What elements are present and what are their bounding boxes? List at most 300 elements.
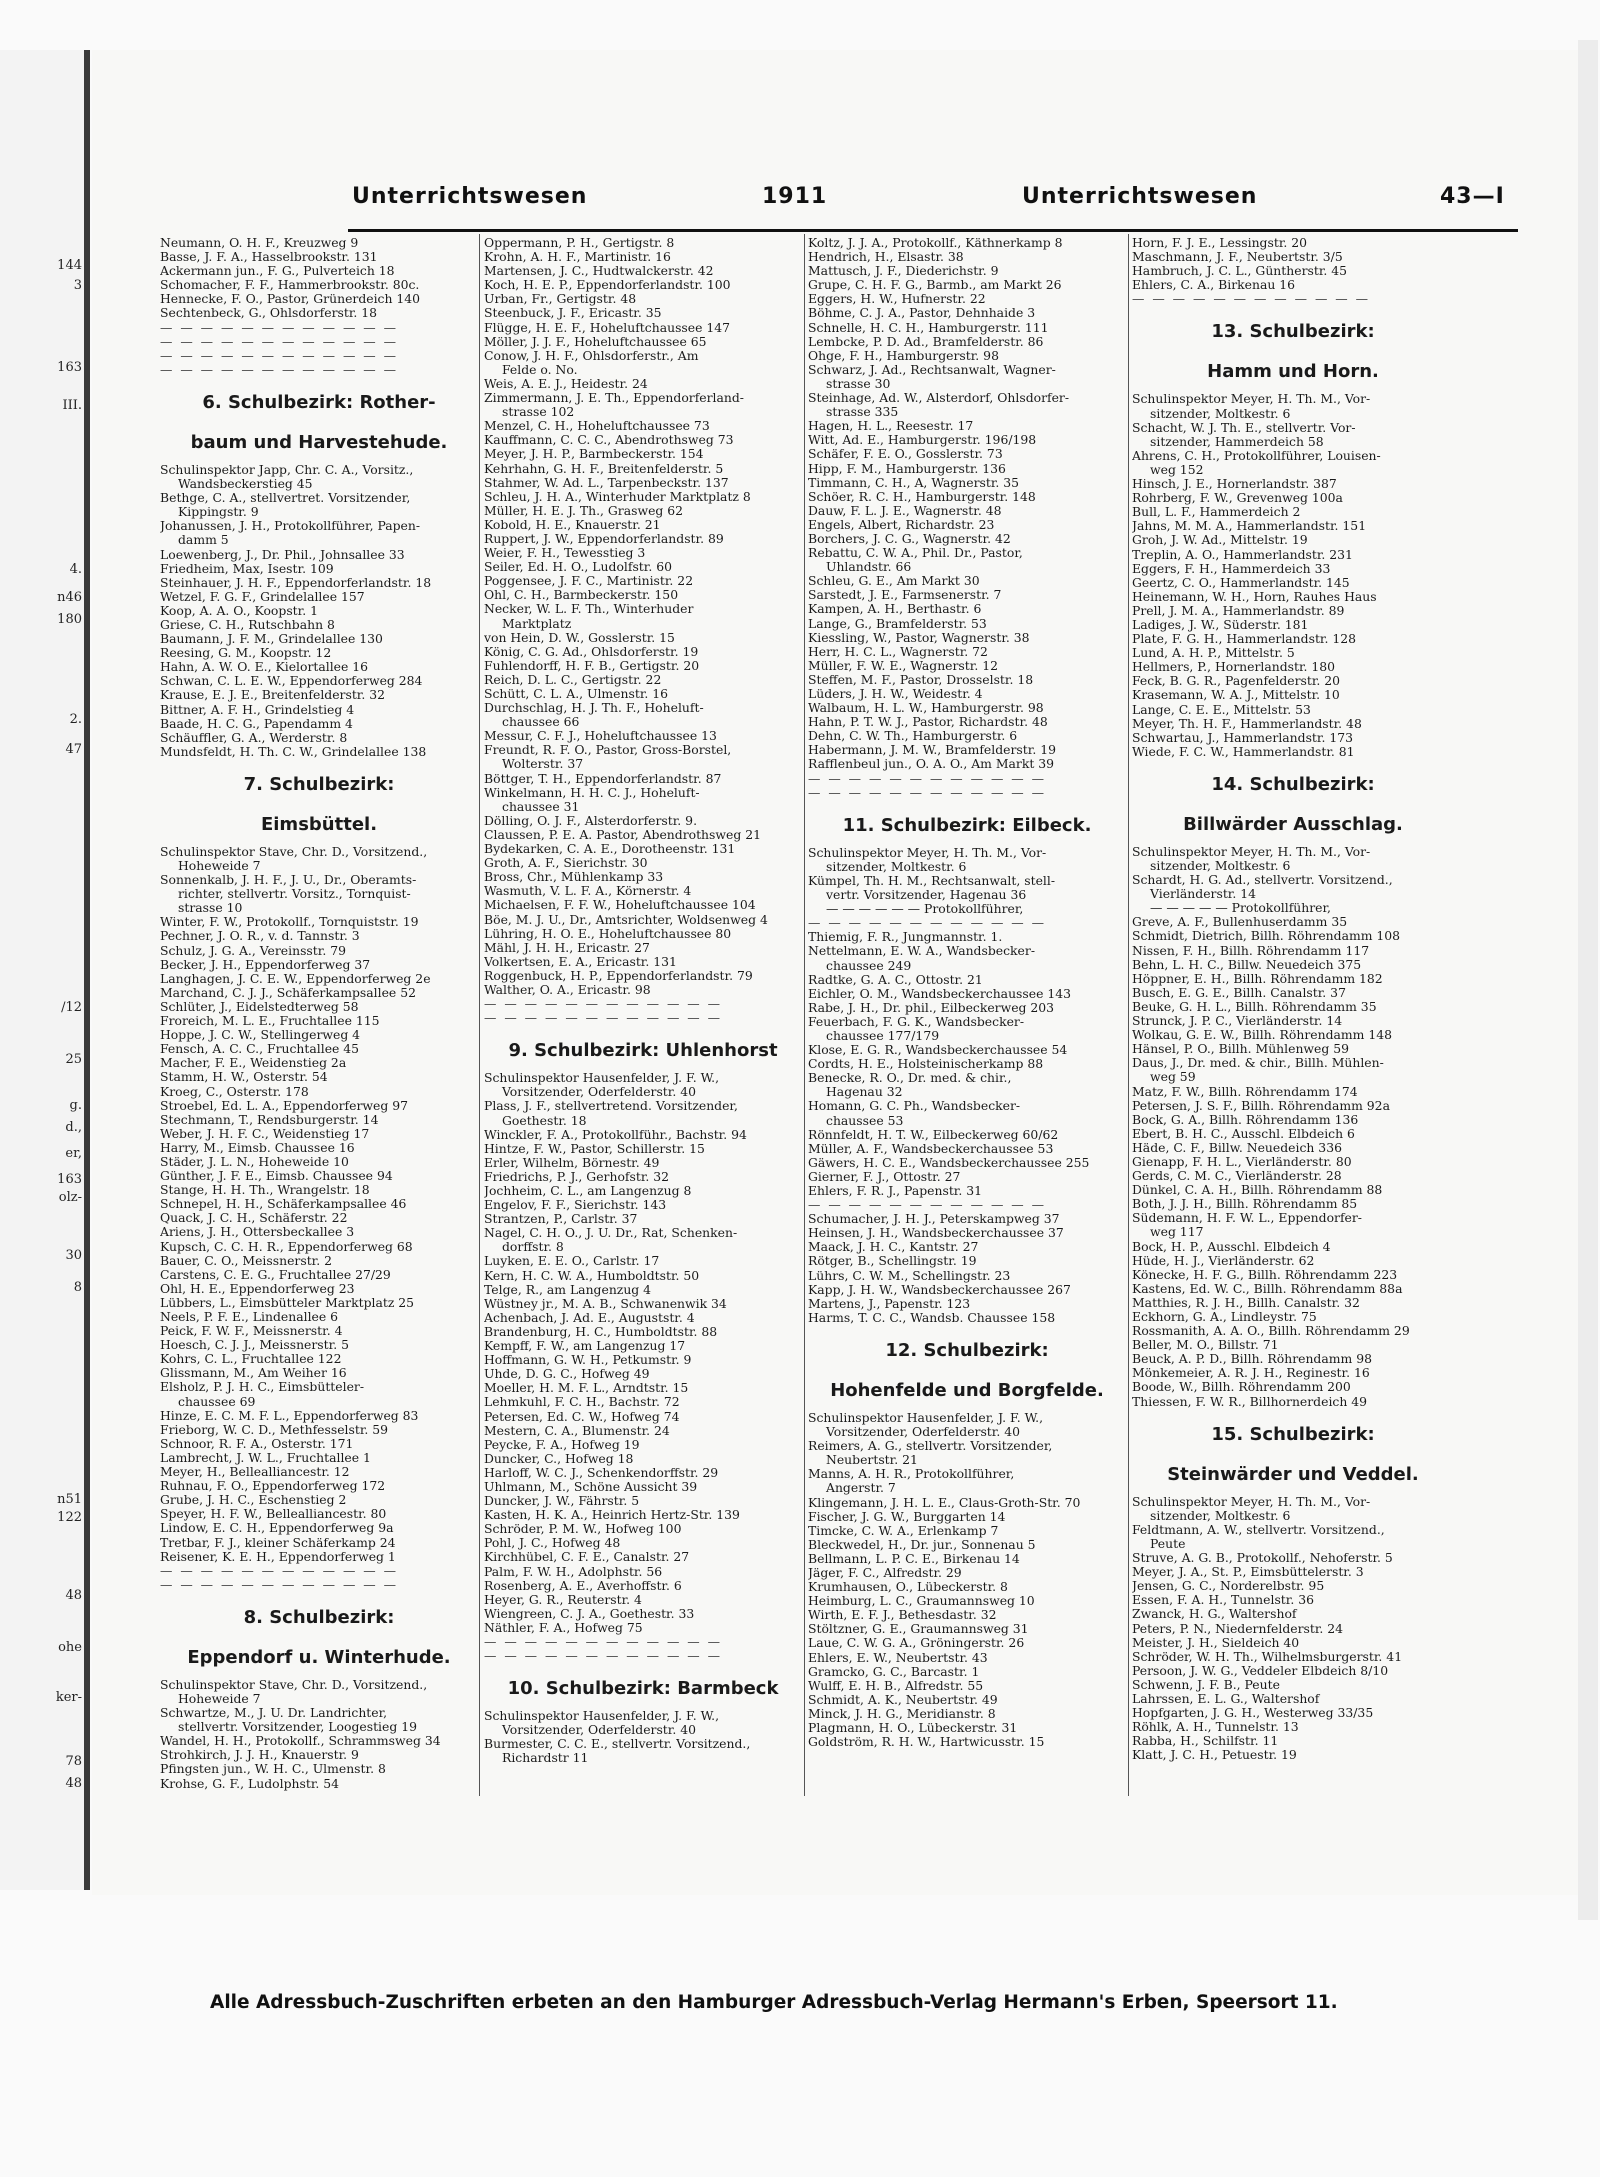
directory-entry: Reesing, G. M., Koopstr. 12 <box>160 646 332 661</box>
directory-entry: Ehlers, E. W., Neubertstr. 43 <box>808 1650 988 1665</box>
entry-continuation: strasse 30 <box>826 376 891 391</box>
right-margin-strip <box>1578 40 1598 1920</box>
directory-entry: Lund, A. H. P., Mittelstr. 5 <box>1132 646 1295 661</box>
directory-entry: Petersen, J. S. F., Billh. Röhrendamm 92a <box>1132 1098 1390 1113</box>
directory-entry: Reimers, A. G., stellvertr. Vorsitzender, <box>808 1439 1053 1454</box>
entry-continuation: weg 59 <box>1150 1070 1196 1085</box>
directory-entry: Rebattu, C. W. A., Phil. Dr., Pastor, <box>808 546 1023 561</box>
directory-entry: Heinsen, J. H., Wandsbeckerchaussee 37 <box>808 1226 1064 1241</box>
directory-entry: Hinze, E. C. M. F. L., Eppendorferweg 83 <box>160 1408 419 1423</box>
directory-entry: Sarstedt, J. E., Farmsenerstr. 7 <box>808 588 1002 603</box>
directory-entry: Schmidt, A. K., Neubertstr. 49 <box>808 1692 998 1707</box>
directory-entry: Witt, Ad. E., Hamburgerstr. 196/198 <box>808 433 1037 448</box>
directory-entry: Durchschlag, H. J. Th. F., Hoheluft- <box>484 701 704 716</box>
directory-entry: Lehmkuhl, F. C. H., Bachstr. 72 <box>484 1395 680 1410</box>
directory-entry: Wüstney jr., M. A. B., Schwanenwik 34 <box>484 1296 727 1311</box>
directory-entry: Gramcko, G. C., Barcastr. 1 <box>808 1664 980 1679</box>
entry-continuation: Vorsitzender, Oderfelderstr. 40 <box>502 1723 696 1738</box>
blank-entry-line: — — — — — — — — — — — — <box>1132 292 1371 307</box>
directory-entry: Elsholz, P. J. H. C., Eimsbütteler- <box>160 1380 365 1395</box>
directory-entry: Ladiges, J. W., Süderstr. 181 <box>1132 617 1309 632</box>
directory-entry: Oppermann, P. H., Gertigstr. 8 <box>484 236 675 250</box>
directory-entry: Messur, C. F. J., Hoheluftchaussee 13 <box>484 729 717 744</box>
blank-entry-line: — — — — — — — — — — — — <box>160 320 399 335</box>
edge-fragment: ohe <box>58 1640 82 1655</box>
entry-continuation: strasse 102 <box>502 405 575 420</box>
directory-entry: Uhde, D. G. C., Hofweg 49 <box>484 1367 650 1382</box>
entry-continuation: Richardstr 11 <box>502 1751 589 1766</box>
directory-entry: Minck, J. H. G., Meridianstr. 8 <box>808 1706 996 1721</box>
blank-entry-line: — — — — — — — — — — — — <box>808 771 1047 786</box>
directory-entry: Hinsch, J. E., Hornerlandstr. 387 <box>1132 477 1337 492</box>
directory-entry: Bydekarken, C. A. E., Dorotheenstr. 131 <box>484 842 736 857</box>
directory-entry: Wasmuth, V. L. F. A., Körnerstr. 4 <box>484 884 692 899</box>
directory-entry: Meyer, J. H. P., Barmbeckerstr. 154 <box>484 447 704 462</box>
blank-entry-line: — — — — — — — — — — — — <box>808 916 1047 931</box>
directory-entry: Mestern, C. A., Blumenstr. 24 <box>484 1423 670 1438</box>
directory-entry: Hahn, P. T. W. J., Pastor, Richardstr. 48 <box>808 715 1048 730</box>
entry-continuation: damm 5 <box>178 533 229 548</box>
directory-entry: Nissen, F. H., Billh. Röhrendamm 117 <box>1132 943 1370 958</box>
directory-entry: Lambrecht, J. W. L., Fruchtallee 1 <box>160 1450 371 1465</box>
directory-entry: Peters, P. N., Niedernfelderstr. 24 <box>1132 1621 1344 1636</box>
directory-entry: Gerds, C. M. C., Vierländerstr. 28 <box>1132 1169 1342 1184</box>
directory-entry: Schwartau, J., Hammerlandstr. 173 <box>1132 730 1354 745</box>
directory-entry: Höppner, E. H., Billh. Röhrendamm 182 <box>1132 971 1383 986</box>
directory-entry: Johanussen, J. H., Protokollführer, Papen- <box>160 519 421 534</box>
entry-continuation: stellvertr. Vorsitzender, Loogestieg 19 <box>178 1720 417 1735</box>
directory-entry: Freundt, R. F. O., Pastor, Gross-Borstel, <box>484 743 732 758</box>
entry-continuation: chaussee 31 <box>502 799 580 814</box>
entry-continuation: chaussee 177/179 <box>826 1028 940 1043</box>
directory-entry: Schnepel, H. H., Schäferkampsallee 46 <box>160 1197 407 1212</box>
directory-entry: Hambruch, J. C. L., Güntherstr. 45 <box>1132 264 1348 279</box>
directory-entry: Duncker, J. W., Fährstr. 5 <box>484 1494 640 1509</box>
directory-entry: von Hein, D. W., Gosslerstr. 15 <box>484 630 675 645</box>
directory-entry: Stroebel, Ed. L. A., Eppendorferweg 97 <box>160 1098 408 1113</box>
directory-entry: Busch, E. G. E., Billh. Canalstr. 37 <box>1132 985 1346 1000</box>
header-rule <box>348 229 1518 232</box>
directory-entry: Michaelsen, F. F. W., Hoheluftchaussee 104 <box>484 898 756 913</box>
directory-entry: Dölling, O. J. F., Alsterdorferstr. 9. <box>484 813 698 828</box>
directory-entry: Becker, J. H., Eppendorferweg 37 <box>160 957 371 972</box>
directory-entry: Winter, F. W., Protokollf., Tornquiststr. 19 <box>160 915 419 930</box>
directory-entry: Eggers, F. H., Hammerdeich 33 <box>1132 561 1331 576</box>
directory-entry: Dehn, C. W. Th., Hamburgerstr. 6 <box>808 729 1018 744</box>
directory-entry: Stamm, H. W., Osterstr. 54 <box>160 1070 328 1085</box>
directory-entry: Beuke, G. H. L., Billh. Röhrendamm 35 <box>1132 999 1377 1014</box>
directory-entry: Schumacher, J. H. J., Peterskampweg 37 <box>808 1212 1060 1227</box>
directory-entry: Schardt, H. G. Ad., stellvertr. Vorsitzend., <box>1132 873 1393 888</box>
directory-entry: Quack, J. C. H., Schäferstr. 22 <box>160 1211 348 1226</box>
edge-fragment: 48 <box>65 1588 82 1603</box>
directory-entry: Winkelmann, H. H. C. J., Hoheluft- <box>484 785 700 800</box>
directory-entry: Bethge, C. A., stellvertret. Vorsitzender, <box>160 491 411 506</box>
directory-entry: Kastens, Ed. W. C., Billh. Röhrendamm 88a <box>1132 1281 1403 1296</box>
directory-entry: Jahns, M. M. A., Hammerlandstr. 151 <box>1132 519 1367 534</box>
district-heading: 9. Schulbezirk: Uhlenhorst <box>508 1040 778 1062</box>
entry-continuation: Hoheweide 7 <box>178 859 261 873</box>
directory-entry: Lüders, J. H. W., Weidestr. 4 <box>808 687 983 701</box>
directory-entry: Ohl, H. E., Eppendorferweg 23 <box>160 1281 355 1296</box>
edge-fragment: n46 <box>57 590 82 605</box>
publisher-footer: Alle Adressbuch-Zuschriften erbeten an den Hamburger Adressbuch-Verlag Hermann's Erben, Speersort 11. <box>210 1992 1338 2013</box>
directory-entry: Bock, H. P., Ausschl. Elbdeich 4 <box>1132 1239 1331 1254</box>
directory-entry: Engels, Albert, Richardstr. 23 <box>808 517 995 532</box>
edge-fragment: ker- <box>55 1690 82 1705</box>
directory-entry: Peick, F. W. F., Meissnerstr. 4 <box>160 1324 343 1339</box>
directory-entry: Rosenberg, A. E., Averhoffstr. 6 <box>484 1578 682 1593</box>
directory-entry: Kiessling, W., Pastor, Wagnerstr. 38 <box>808 630 1030 645</box>
directory-entry: Böttger, T. H., Eppendorferlandstr. 87 <box>484 771 722 786</box>
directory-entry: Eggers, H. W., Hufnerstr. 22 <box>808 292 986 307</box>
directory-entry: Krause, E. J. E., Breitenfelderstr. 32 <box>160 688 386 703</box>
directory-entry: Stöltzner, G. E., Graumannsweg 31 <box>808 1622 1029 1637</box>
entry-continuation: — — — — — — Protokollführer, <box>826 902 1024 917</box>
directory-entry: Martensen, J. C., Hudtwalckerstr. 42 <box>484 264 714 279</box>
directory-entry: Lindow, E. C. H., Eppendorferweg 9a <box>160 1521 394 1536</box>
directory-entry: Grupe, C. H. F. G., Barmb., am Markt 26 <box>808 278 1062 293</box>
directory-entry: Engelov, F. F., Sierichstr. 143 <box>484 1198 667 1213</box>
directory-entry: Bauer, C. O., Meissnerstr. 2 <box>160 1253 333 1268</box>
blank-entry-line: — — — — — — — — — — — — <box>160 1577 399 1592</box>
directory-entry: Kümpel, Th. H. M., Rechtsanwalt, stell- <box>808 873 1056 888</box>
directory-entry: Plate, F. G. H., Hammerlandstr. 128 <box>1132 632 1357 647</box>
entry-continuation: Hagenau 32 <box>826 1085 903 1100</box>
directory-entry: Martens, J., Papenstr. 123 <box>808 1296 971 1311</box>
directory-entry: Strantzen, P., Carlstr. 37 <box>484 1212 638 1227</box>
directory-entry: König, C. G. Ad., Ohlsdorferstr. 19 <box>484 644 699 659</box>
directory-entry: Krohse, G. F., Ludolphstr. 54 <box>160 1776 340 1791</box>
running-head-left: Unterrichtswesen <box>352 184 588 209</box>
directory-entry: Boode, W., Billh. Röhrendamm 200 <box>1132 1380 1351 1395</box>
page-number: 43—I <box>1440 184 1505 209</box>
directory-entry: Schnelle, H. C. H., Hamburgerstr. 111 <box>808 320 1049 335</box>
directory-entry: Geertz, C. O., Hammerlandstr. 145 <box>1132 575 1350 590</box>
entry-continuation: Vorsitzender, Oderfelderstr. 40 <box>502 1085 696 1100</box>
directory-entry: Daus, J., Dr. med. & chir., Billh. Mühlen- <box>1132 1056 1384 1071</box>
directory-entry: Mähl, J. H. H., Ericastr. 27 <box>484 940 650 955</box>
directory-entry: Heyer, G. R., Reuterstr. 4 <box>484 1592 642 1607</box>
page-gutter <box>84 50 90 1890</box>
directory-entry: Moeller, H. M. F. L., Arndtstr. 15 <box>484 1381 689 1396</box>
directory-entry: Häde, C. F., Billw. Neuedeich 336 <box>1132 1140 1342 1155</box>
edge-fragment: 8 <box>73 1280 82 1295</box>
directory-entry: Both, J. J. H., Billh. Röhrendamm 85 <box>1132 1197 1358 1212</box>
column-divider <box>804 234 805 1796</box>
directory-entry: Meyer, J. A., St. P., Eimsbüttelerstr. 3 <box>1132 1565 1364 1580</box>
directory-entry: Zimmermann, J. E. Th., Eppendorferland- <box>484 391 744 406</box>
directory-entry: Schäuffler, G. A., Werderstr. 8 <box>160 730 348 745</box>
directory-entry: Heinemann, W. H., Horn, Rauhes Haus <box>1132 589 1377 604</box>
directory-entry: Herr, H. C. L., Wagnerstr. 72 <box>808 644 988 659</box>
directory-entry: Harms, T. C. C., Wandsb. Chaussee 158 <box>808 1310 1056 1325</box>
directory-entry: Necker, W. L. F. Th., Winterhuder <box>484 602 694 617</box>
directory-entry: Müller, F. W. E., Wagnerstr. 12 <box>808 658 998 673</box>
directory-entry: Friedrichs, P. J., Gerhofstr. 32 <box>484 1169 670 1184</box>
directory-entry: Seiler, Ed. H. O., Ludolfstr. 60 <box>484 560 672 575</box>
directory-entry: Homann, G. C. Ph., Wandsbecker- <box>808 1099 1021 1114</box>
directory-entry: Schöer, R. C. H., Hamburgerstr. 148 <box>808 489 1036 504</box>
directory-entry: Heimburg, L. C., Graumannsweg 10 <box>808 1594 1035 1609</box>
column-divider <box>1128 234 1129 1796</box>
directory-entry: Maschmann, J. F., Neubertstr. 3/5 <box>1132 250 1343 265</box>
directory-entry: Kohrs, C. L., Fruchtallee 122 <box>160 1352 342 1367</box>
directory-entry: Fischer, J. G. W., Burggarten 14 <box>808 1509 1006 1524</box>
directory-entry: Behn, L. H. C., Billw. Neuedeich 375 <box>1132 957 1362 972</box>
blank-entry-line: — — — — — — — — — — — — <box>808 1198 1047 1213</box>
directory-entry: Koop, A. A. O., Koopstr. 1 <box>160 603 318 618</box>
directory-entry: Groh, J. W. Ad., Mittelstr. 19 <box>1132 533 1308 548</box>
edge-fragment: 163 <box>57 360 82 375</box>
directory-entry: Schulinspektor Hausenfelder, J. F. W., <box>484 1071 720 1086</box>
edge-fragment: 122 <box>57 1510 82 1525</box>
directory-entry: Städer, J. L. N., Hoheweide 10 <box>160 1154 349 1169</box>
directory-entry: Weber, J. H. F. C., Weidenstieg 17 <box>160 1126 370 1141</box>
column-1 <box>160 236 478 1791</box>
directory-entry: Ohl, C. H., Barmbeckerstr. 150 <box>484 588 679 603</box>
directory-entry: Achenbach, J. Ad. E., Auguststr. 4 <box>484 1310 695 1325</box>
directory-entry: Schulinspektor Hausenfelder, J. F. W., <box>808 1410 1044 1425</box>
directory-entry: Lühring, H. O. E., Hoheluftchaussee 80 <box>484 926 732 941</box>
directory-entry: Timmann, C. H., A, Wagnerstr. 35 <box>808 475 1020 490</box>
directory-entry: Meister, J. H., Sieldeich 40 <box>1132 1635 1300 1650</box>
entry-continuation: weg 152 <box>1150 462 1204 477</box>
directory-entry: Rohrberg, F. W., Grevenweg 100a <box>1132 491 1343 506</box>
directory-entry: Kapp, J. H. W., Wandsbeckerchaussee 267 <box>808 1282 1071 1297</box>
directory-entry: Feldtmann, A. W., stellvertr. Vorsitzend., <box>1132 1522 1385 1537</box>
blank-entry-line: — — — — — — — — — — — — <box>484 1635 723 1649</box>
directory-entry: Wetzel, F. G. F., Grindelallee 157 <box>160 589 365 604</box>
entry-continuation: vertr. Vorsitzender, Hagenau 36 <box>826 888 1027 903</box>
directory-entry: Steffen, M. F., Pastor, Drosselstr. 18 <box>808 672 1034 687</box>
directory-entry: Gierner, F. J., Ottostr. 27 <box>808 1169 961 1184</box>
directory-entry: Prell, J. M. A., Hammerlandstr. 89 <box>1132 603 1345 618</box>
directory-entry: Schwartze, M., J. U. Dr. Landrichter, <box>160 1706 388 1721</box>
directory-entry: Struve, A. G. B., Protokollf., Nehoferstr. 5 <box>1132 1551 1393 1566</box>
directory-entry: Nettelmann, E. W. A., Wandsbecker- <box>808 944 1036 959</box>
directory-entry: Kempff, F. W., am Langenzug 17 <box>484 1339 686 1354</box>
edge-fragment: er, <box>65 1146 82 1161</box>
directory-entry: Steinhage, Ad. W., Alsterdorf, Ohlsdorfer- <box>808 391 1070 406</box>
running-head-right: Unterrichtswesen <box>1022 184 1258 209</box>
entry-continuation: sitzender, Moltkestr. 6 <box>1150 859 1291 873</box>
directory-entry: Walbaum, H. L. W., Hamburgerstr. 98 <box>808 701 1044 716</box>
directory-entry: Dünkel, C. A. H., Billh. Röhrendamm 88 <box>1132 1183 1383 1198</box>
directory-entry: Frieborg, W. C. D., Methfesselstr. 59 <box>160 1422 389 1437</box>
blank-entry-line: — — — — — — — — — — — — <box>160 362 399 377</box>
edge-fragment: 78 <box>65 1754 82 1769</box>
directory-entry: Schnoor, R. F. A., Osterstr. 171 <box>160 1436 354 1451</box>
directory-entry: Schacht, W. J. Th. E., stellvertr. Vor- <box>1132 420 1356 435</box>
directory-entry: Hintze, F. W., Pastor, Schillerstr. 15 <box>484 1141 705 1156</box>
directory-entry: Mundsfeldt, H. Th. C. W., Grindelallee 138 <box>160 744 427 759</box>
entry-continuation: strasse 335 <box>826 405 899 420</box>
directory-entry: Mattusch, J. F., Diederichstr. 9 <box>808 264 999 279</box>
directory-entry: Röhlk, A. H., Tunnelstr. 13 <box>1132 1720 1299 1735</box>
blank-entry-line: — — — — — — — — — — — — <box>484 997 723 1012</box>
directory-entry: Thiessen, F. W. R., Billhornerdeich 49 <box>1132 1394 1368 1409</box>
entry-continuation: Uhlandstr. 66 <box>826 560 912 575</box>
directory-entry: Bleckwedel, H., Dr. jur., Sonnenau 5 <box>808 1537 1036 1552</box>
directory-entry: Schütt, C. L. A., Ulmenstr. 16 <box>484 687 669 701</box>
directory-entry: Tretbar, F. J., kleiner Schäferkamp 24 <box>160 1535 396 1550</box>
directory-entry: Goldström, R. H. W., Hartwicusstr. 15 <box>808 1735 1045 1750</box>
directory-entry: Manns, A. H. R., Protokollführer, <box>808 1467 1015 1482</box>
blank-entry-line: — — — — — — — — — — — — <box>808 785 1047 800</box>
entry-continuation: Hoheweide 7 <box>178 1691 261 1706</box>
directory-entry: Treplin, A. O., Hammerlandstr. 231 <box>1132 547 1353 562</box>
directory-entry: Koltz, J. J. A., Protokollf., Käthnerkamp 8 <box>808 236 1063 250</box>
directory-entry: Krasemann, W. A. J., Mittelstr. 10 <box>1132 688 1340 703</box>
district-heading: Eppendorf u. Winterhude. <box>187 1646 451 1668</box>
directory-entry: Wiede, F. C. W., Hammerlandstr. 81 <box>1132 744 1355 759</box>
district-heading: Billwärder Ausschlag. <box>1183 813 1403 835</box>
directory-entry: Müller, H. E. J. Th., Grasweg 62 <box>484 503 684 518</box>
directory-entry: Klose, E. G. R., Wandsbeckerchaussee 54 <box>808 1043 1068 1058</box>
directory-entry: Ariens, J. H., Ottersbeckallee 3 <box>160 1225 355 1240</box>
entry-continuation: Kippingstr. 9 <box>178 505 259 520</box>
directory-entry: Brandenburg, H. C., Humboldtstr. 88 <box>484 1324 718 1339</box>
blank-entry-line: — — — — — — — — — — — — <box>160 1563 399 1578</box>
edge-fragment: 4. <box>69 562 82 577</box>
directory-entry: Beller, M. O., Billstr. 71 <box>1132 1338 1279 1353</box>
directory-entry: Krumhausen, O., Lübeckerstr. 8 <box>808 1580 1008 1595</box>
directory-entry: Sechtenbeck, G., Ohlsdorferstr. 18 <box>160 306 378 321</box>
directory-entry: Mönkemeier, A. R. J. H., Reginestr. 16 <box>1132 1366 1370 1381</box>
district-heading: 8. Schulbezirk: <box>243 1606 395 1628</box>
directory-entry: Ohge, F. H., Hamburgerstr. 98 <box>808 348 999 363</box>
directory-entry: Menzel, C. H., Hoheluftchaussee 73 <box>484 419 710 434</box>
directory-entry: Steinhauer, J. H. F., Eppendorferlandstr. 18 <box>160 575 432 590</box>
directory-entry: Conow, J. H. F., Ohlsdorferstr., Am <box>484 348 699 363</box>
edge-fragment: 2. <box>69 712 82 727</box>
directory-entry: Walther, O. A., Ericastr. 98 <box>484 982 651 997</box>
entry-continuation: weg 117 <box>1150 1225 1204 1240</box>
directory-entry: Rönnfeldt, H. T. W., Eilbeckerweg 60/62 <box>808 1127 1059 1142</box>
district-heading: 6. Schulbezirk: Rother- <box>202 391 436 413</box>
directory-entry: Basse, J. F. A., Hasselbrookstr. 131 <box>160 250 378 265</box>
directory-entry: Speyer, H. F. W., Bellealliancestr. 80 <box>160 1507 387 1522</box>
directory-entry: Strohkirch, J. J. H., Knauerstr. 9 <box>160 1748 359 1763</box>
district-heading: 10. Schulbezirk: Barmbeck <box>507 1678 779 1700</box>
directory-entry: Krohn, A. H. F., Martinistr. 16 <box>484 250 671 265</box>
directory-entry: Ebert, B. H. C., Ausschl. Elbdeich 6 <box>1132 1126 1355 1141</box>
directory-entry: Essen, F. A. H., Tunnelstr. 36 <box>1132 1593 1314 1608</box>
directory-entry: Radtke, G. A. C., Ottostr. 21 <box>808 972 983 987</box>
directory-entry: Lührs, C. W. M., Schellingstr. 23 <box>808 1268 1011 1283</box>
directory-entry: Thiemig, F. R., Jungmannstr. 1. <box>808 930 1003 945</box>
directory-entry: Stange, H. H. Th., Wrangelstr. 18 <box>160 1183 370 1198</box>
directory-entry: Reich, D. L. C., Gertigstr. 22 <box>484 672 662 687</box>
directory-entry: Kroeg, C., Osterstr. 178 <box>160 1084 309 1099</box>
directory-entry: Carstens, C. E. G., Fruchtallee 27/29 <box>160 1267 391 1282</box>
directory-entry: Eckhorn, G. A., Lindleystr. 75 <box>1132 1310 1317 1324</box>
district-heading: 7. Schulbezirk: <box>243 773 395 795</box>
directory-entry: Lange, C. E. E., Mittelstr. 53 <box>1132 702 1311 717</box>
directory-entry: Rossmanith, A. A. O., Billh. Röhrendamm 29 <box>1132 1324 1410 1339</box>
directory-entry: Sonnenkalb, J. H. F., J. U., Dr., Oberamts- <box>160 873 417 888</box>
directory-entry: Ehlers, F. R. J., Papenstr. 31 <box>808 1184 983 1198</box>
directory-entry: Eichler, O. M., Wandsbeckerchaussee 143 <box>808 986 1072 1001</box>
directory-entry: Neumann, O. H. F., Kreuzweg 9 <box>160 236 359 250</box>
entry-continuation: Marktplatz <box>502 616 572 631</box>
directory-entry: Hendrich, H., Elsastr. 38 <box>808 250 964 265</box>
directory-entry: Palm, F. W. H., Adolphstr. 56 <box>484 1564 663 1579</box>
directory-entry: Loewenberg, J., Dr. Phil., Johnsallee 33 <box>160 547 405 562</box>
directory-entry: Wirth, E. F. J., Bethesdastr. 32 <box>808 1608 997 1623</box>
directory-entry: Feuerbach, F. G. K., Wandsbecker- <box>808 1014 1025 1029</box>
directory-entry: Schulinspektor Meyer, H. Th. M., Vor- <box>1132 1494 1371 1509</box>
directory-entry: Schröder, P. M. W., Hofweg 100 <box>484 1522 682 1537</box>
edge-fragment: n51 <box>57 1492 82 1507</box>
entry-continuation: sitzender, Hammerdeich 58 <box>1150 434 1324 449</box>
directory-entry: Zwanck, H. G., Waltershof <box>1132 1607 1297 1622</box>
directory-entry: Bittner, A. F. H., Grindelstieg 4 <box>160 702 355 717</box>
directory-entry: Rafflenbeul jun., O. A. O., Am Markt 39 <box>808 757 1055 772</box>
directory-entry: Bross, Chr., Mühlenkamp 33 <box>484 870 664 885</box>
directory-entry: Wiengreen, C. J. A., Goethestr. 33 <box>484 1606 695 1621</box>
district-heading: baum und Harvestehude. <box>190 431 448 453</box>
directory-entry: Schulinspektor Meyer, H. Th. M., Vor- <box>1132 844 1371 859</box>
directory-entry: Schleu, G. E., Am Markt 30 <box>808 574 980 589</box>
entry-continuation: Wandsbeckerstieg 45 <box>178 477 313 492</box>
directory-entry: Steenbuck, J. F., Ericastr. 35 <box>484 306 662 321</box>
directory-entry: Glissmann, M., Am Weiher 16 <box>160 1366 347 1381</box>
directory-entry: Schulinspektor Meyer, H. Th. M., Vor- <box>1132 392 1371 407</box>
directory-entry: Wandel, H. H., Protokollf., Schrammsweg 34 <box>160 1734 441 1749</box>
directory-entry: Fuhlendorff, H. F. B., Gertigstr. 20 <box>484 658 700 673</box>
directory-entry: Baade, H. C. G., Papendamm 4 <box>160 716 353 731</box>
directory-entry: Hipp, F. M., Hamburgerstr. 136 <box>808 461 1006 476</box>
directory-entry: Gäwers, H. C. E., Wandsbeckerchaussee 255 <box>808 1155 1090 1170</box>
directory-entry: Poggensee, J. F. C., Martinistr. 22 <box>484 574 694 589</box>
directory-entry: Duncker, C., Hofweg 18 <box>484 1451 634 1466</box>
edge-fragment: 144 <box>57 258 82 273</box>
directory-entry: Timcke, C. W. A., Erlenkamp 7 <box>808 1523 999 1538</box>
directory-entry: Pfingsten jun., W. H. C., Ulmenstr. 8 <box>160 1762 386 1777</box>
edge-fragment: olz- <box>58 1190 82 1205</box>
directory-entry: Schomacher, F. F., Hammerbrookstr. 80c. <box>160 278 420 293</box>
directory-entry: Plagmann, H. O., Lübeckerstr. 31 <box>808 1721 1018 1735</box>
directory-entry: Lahrssen, E. L. G., Waltershof <box>1132 1691 1320 1706</box>
directory-entry: Könecke, H. F. G., Billh. Röhrendamm 223 <box>1132 1267 1398 1282</box>
directory-entry: Stahmer, W. Ad. L., Tarpenbeckstr. 137 <box>484 475 729 490</box>
directory-entry: Urban, Fr., Gertigstr. 48 <box>484 292 637 307</box>
directory-entry: Reisener, K. E. H., Eppendorferweg 1 <box>160 1549 396 1564</box>
directory-entry: Cordts, H. E., Holsteinischerkamp 88 <box>808 1057 1044 1072</box>
directory-entry: Petersen, Ed. C. W., Hofweg 74 <box>484 1409 680 1424</box>
running-head-year: 1911 <box>762 184 828 209</box>
directory-entry: Horn, F. J. E., Lessingstr. 20 <box>1132 236 1308 250</box>
district-heading: 13. Schulbezirk: <box>1211 321 1375 343</box>
directory-entry: Jäger, F. C., Alfredstr. 29 <box>808 1565 962 1580</box>
entry-continuation: chaussee 249 <box>826 958 912 973</box>
directory-entry: Telge, R., am Langenzug 4 <box>484 1282 652 1297</box>
directory-entry: Neels, P. F. E., Lindenallee 6 <box>160 1310 339 1324</box>
district-heading: 14. Schulbezirk: <box>1211 773 1375 795</box>
directory-entry: Ehlers, C. A., Birkenau 16 <box>1132 278 1296 293</box>
entry-continuation: richter, stellvertr. Vorsitz., Tornquist- <box>178 887 411 902</box>
directory-entry: Kupsch, C. C. H. R., Eppendorferweg 68 <box>160 1239 413 1254</box>
directory-entry: Kern, H. C. W. A., Humboldtstr. 50 <box>484 1268 700 1283</box>
directory-entry: Hennecke, F. O., Pastor, Grünerdeich 140 <box>160 292 421 307</box>
district-heading: Eimsbüttel. <box>260 813 378 835</box>
entry-continuation: sitzender, Moltkestr. 6 <box>1150 406 1291 421</box>
district-heading: 11. Schulbezirk: Eilbeck. <box>842 814 1092 836</box>
entry-continuation: Peute <box>1150 1536 1186 1551</box>
directory-entry: Böhme, C. J. A., Pastor, Dehnhaide 3 <box>808 306 1036 321</box>
